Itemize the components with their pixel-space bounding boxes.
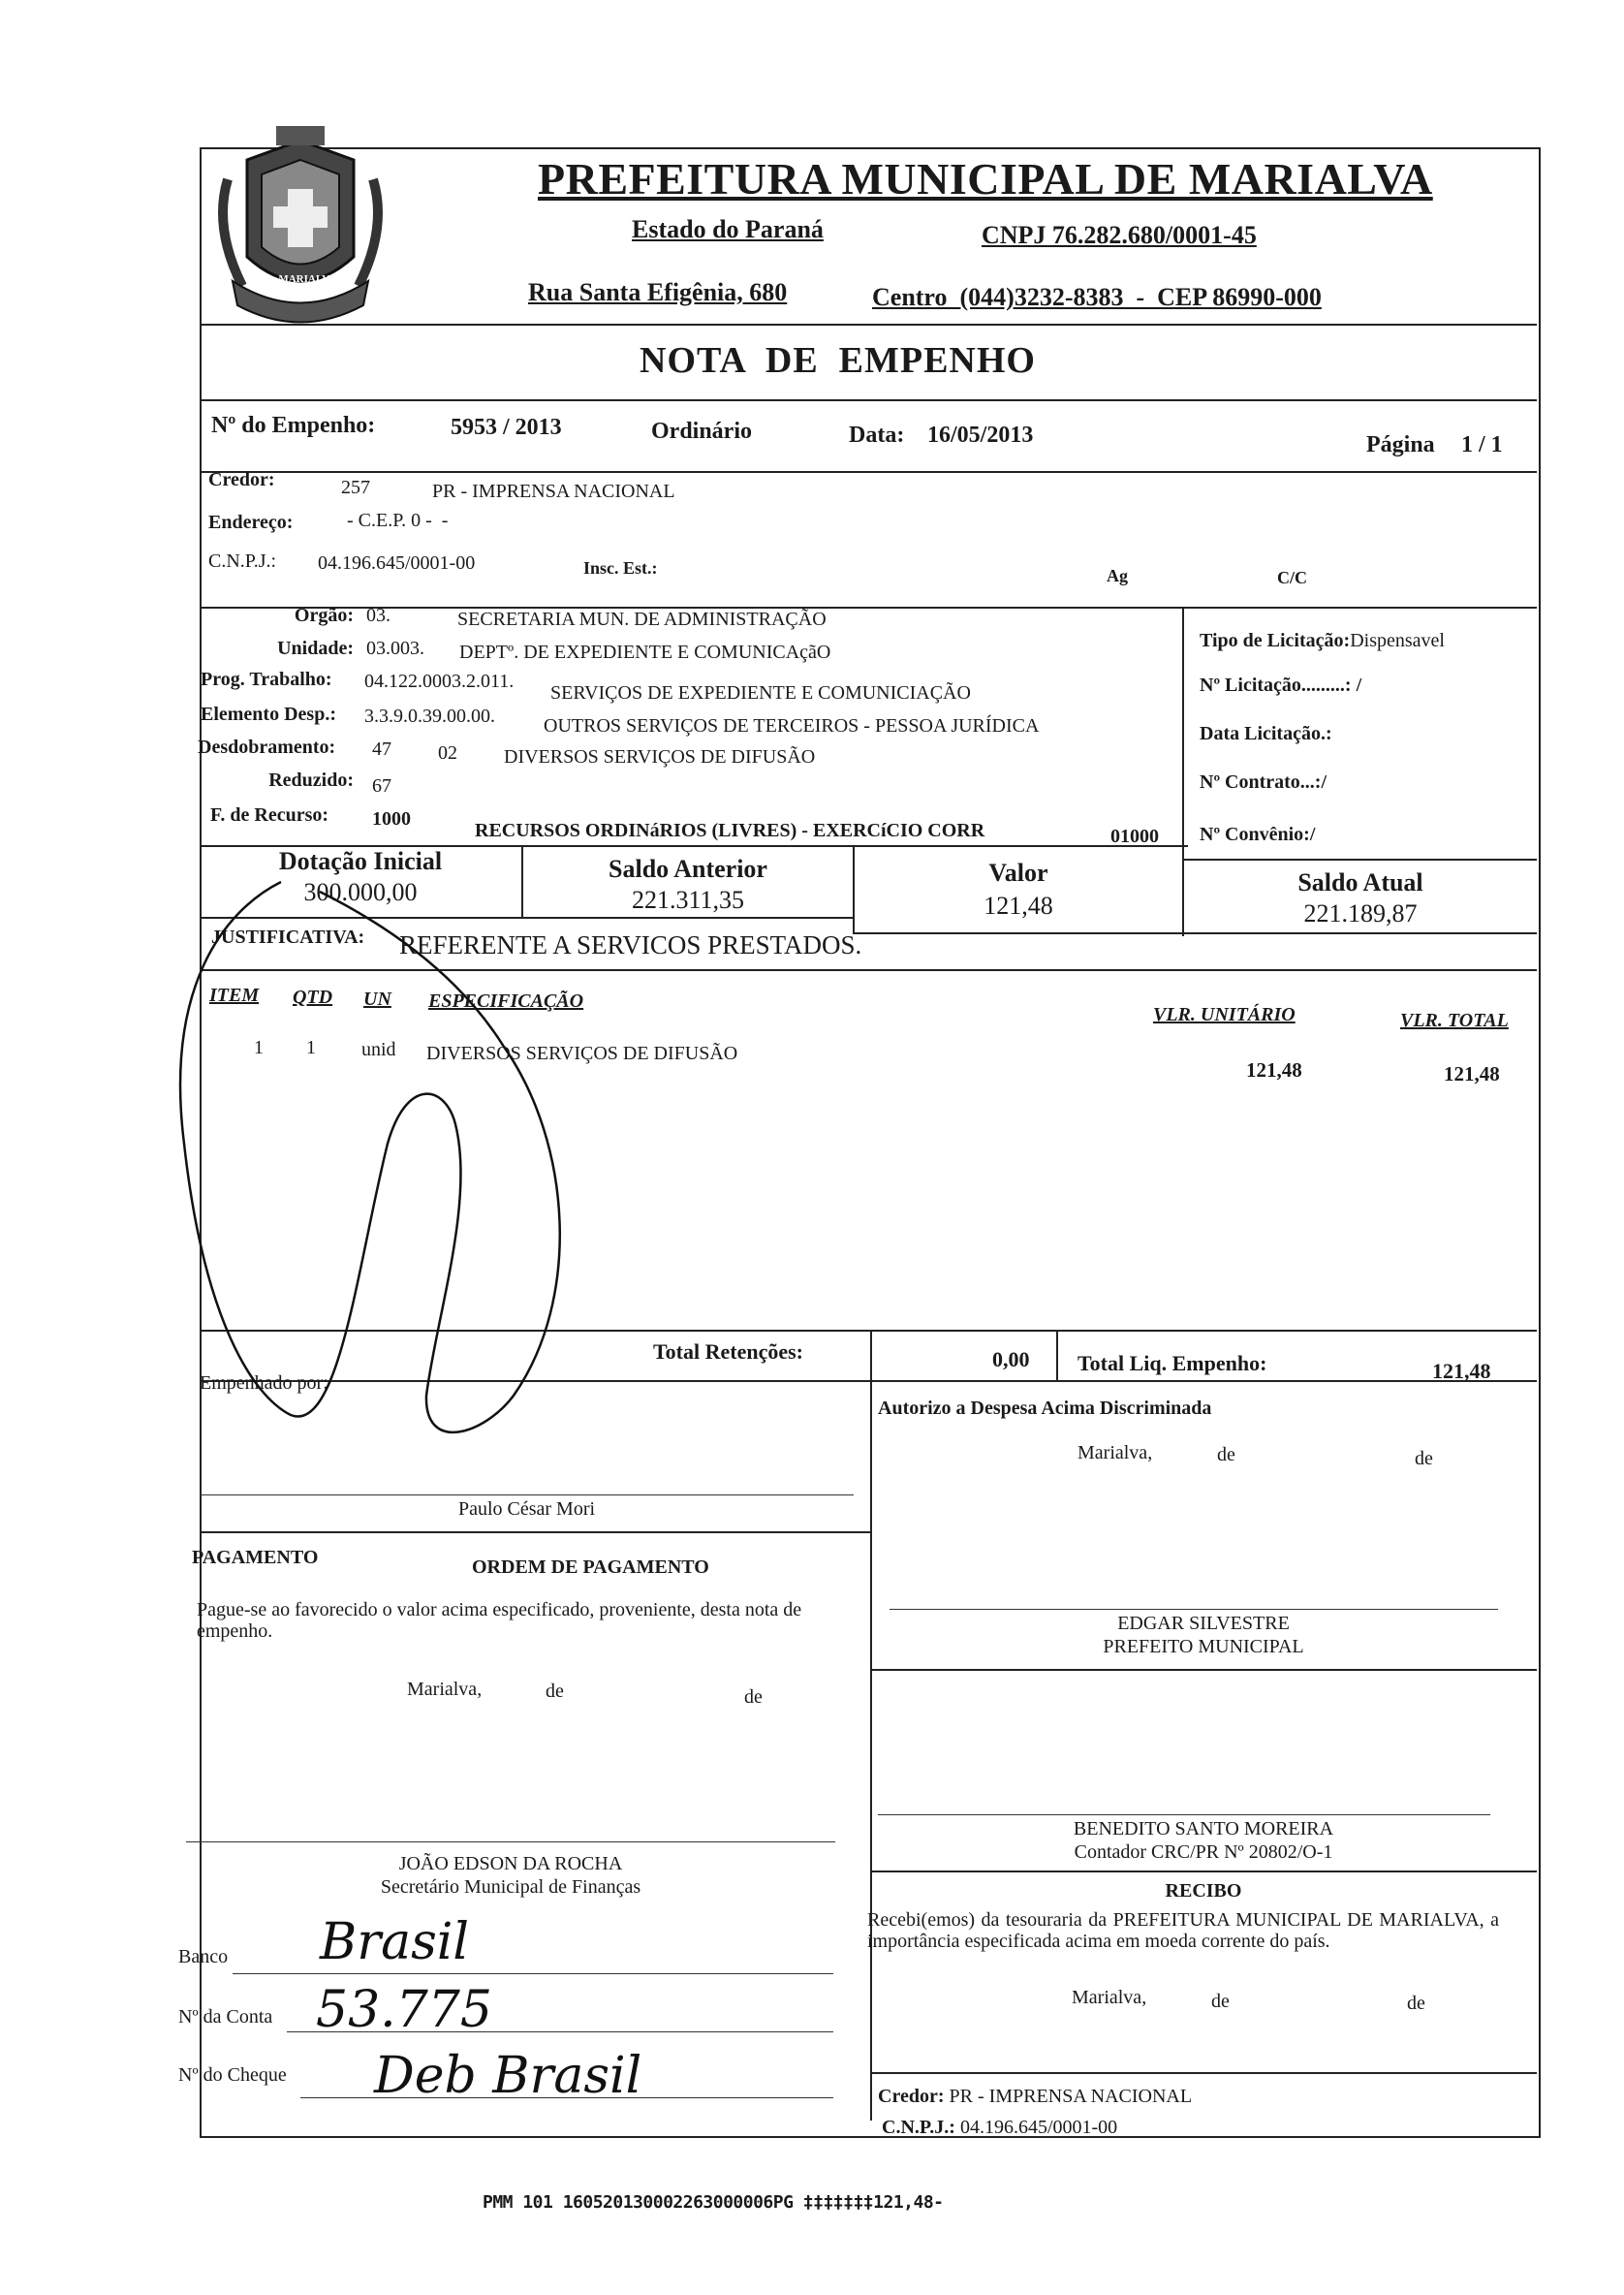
recibo-credor: Credor: PR - IMPRENSA NACIONAL <box>878 2086 1193 2107</box>
agencia-label: Ag <box>1107 566 1128 585</box>
desdobramento-sub: 02 <box>438 742 457 764</box>
numero-conta-label: Nº da Conta <box>178 2006 273 2028</box>
fonte-recurso-code: 1000 <box>372 808 411 830</box>
col-especificacao: ESPECIFICAÇÃO <box>428 990 584 1012</box>
pagamento-de-2: de <box>744 1686 763 1708</box>
numero-contrato: Nº Contrato...:/ <box>1200 771 1327 793</box>
credor-label: Credor: <box>208 469 275 490</box>
prog-trabalho-name: SERVIÇOS DE EXPEDIENTE E COMUNICIAÇÃO <box>550 682 971 704</box>
data-licitacao: Data Licitação.: <box>1200 723 1332 744</box>
recibo-place: Marialva, <box>1072 1987 1147 2008</box>
autorizo-de-1: de <box>1217 1444 1235 1465</box>
desdobramento-code: 47 <box>372 739 391 760</box>
item-row-vlr-total: 121,48 <box>1444 1062 1500 1085</box>
cheque-handwritten: Deb Brasil <box>374 2047 642 2105</box>
item-row-un: unid <box>361 1039 396 1060</box>
pagamento-place: Marialva, <box>407 1679 483 1700</box>
col-un: UN <box>363 989 391 1010</box>
numero-cheque-label: Nº do Cheque <box>178 2064 287 2086</box>
pagamento-de-1: de <box>546 1681 564 1702</box>
header-cnpj: CNPJ 76.282.680/0001-45 <box>982 221 1257 249</box>
marialva-crest-seal <box>208 121 392 339</box>
justificativa-label: JUSTIFICATIVA: <box>211 927 365 948</box>
col-item: ITEM <box>209 985 260 1006</box>
fonte-recurso-label: F. de Recurso: <box>210 804 329 826</box>
pagamento-label: PAGAMENTO <box>192 1547 319 1568</box>
saldo-atual-label: Saldo Atual <box>1297 868 1423 896</box>
item-row-qtd: 1 <box>306 1037 316 1058</box>
elemento-label: Elemento Desp.: <box>201 704 336 725</box>
empenhado-por-label: Empenhado por: <box>200 1372 328 1394</box>
autorizo-place: Marialva, <box>1077 1442 1153 1463</box>
desdobramento-label: Desdobramento: <box>198 737 336 758</box>
page-number: 1 / 1 <box>1461 432 1503 457</box>
recibo-de-1: de <box>1211 1991 1230 2012</box>
crest-banner-text: MARIALVA <box>278 273 336 285</box>
col-vlr-total: VLR. TOTAL <box>1400 1010 1509 1031</box>
col-qtd: QTD <box>293 987 333 1008</box>
prog-trabalho-code: 04.122.0003.2.011. <box>364 671 515 692</box>
state-name: Estado do Paraná <box>632 215 824 243</box>
desdobramento-name: DIVERSOS SERVIÇOS DE DIFUSÃO <box>504 746 816 768</box>
total-retencoes-label: Total Retenções: <box>653 1339 803 1364</box>
secretario-name: JOÃO EDSON DA ROCHA <box>398 1853 623 1874</box>
recibo-cnpj: C.N.P.J.: 04.196.645/0001-00 <box>882 2117 1118 2138</box>
unidade-code: 03.003. <box>366 638 424 659</box>
orgao-label: Orgão: <box>294 605 354 626</box>
prog-trabalho-label: Prog. Trabalho: <box>201 669 332 690</box>
total-liquido-label: Total Liq. Empenho: <box>1077 1351 1267 1375</box>
municipality-title: PREFEITURA MUNICIPAL DE MARIALVA <box>538 154 1433 204</box>
reduzido-value: 67 <box>372 775 391 797</box>
pagamento-text: Pague-se ao favorecido o valor acima especificado, proveniente, desta nota de empenho. <box>197 1599 802 1642</box>
total-liquido-value: 121,48 <box>1432 1359 1491 1383</box>
empenho-date: 16/05/2013 <box>927 423 1034 448</box>
saldo-anterior-label: Saldo Anterior <box>609 855 767 883</box>
conta-handwritten: 53.775 <box>316 1981 492 2039</box>
empenho-date-label: Data: <box>849 423 905 448</box>
fonte-recurso-name: RECURSOS ORDINáRIOS (LIVRES) - EXERCíCIO CORR <box>475 820 985 841</box>
insc-est-label: Insc. Est.: <box>583 558 658 578</box>
numero-licitacao: Nº Licitação.........: / <box>1200 675 1362 696</box>
reduzido-label: Reduzido: <box>268 770 354 791</box>
page-label: Página <box>1366 432 1435 457</box>
contador-role: Contador CRC/PR Nº 20802/O-1 <box>1074 1841 1333 1863</box>
endereco-value: - C.E.P. 0 - - <box>347 510 449 531</box>
saldo-atual-value: 221.189,87 <box>1303 899 1418 927</box>
total-retencoes-value: 0,00 <box>992 1347 1030 1371</box>
valor-label: Valor <box>988 859 1048 887</box>
empenhado-por-name: Paulo César Mori <box>457 1498 596 1520</box>
autorizo-de-2: de <box>1415 1448 1433 1469</box>
valor-value: 121,48 <box>984 892 1053 920</box>
autorizo-label: Autorizo a Despesa Acima Discriminada <box>878 1398 1212 1419</box>
endereco-label: Endereço: <box>208 512 294 533</box>
credor-code: 257 <box>341 477 370 498</box>
document-title: NOTA DE EMPENHO <box>640 340 1036 381</box>
cnpj-value: 04.196.645/0001-00 <box>318 552 476 574</box>
dotacao-inicial-label: Dotação Inicial <box>278 847 443 875</box>
cnpj-label: C.N.P.J.: <box>208 550 277 572</box>
header-contact: Centro (044)3232-8383 - CEP 86990-000 <box>872 283 1322 311</box>
justificativa-text: REFERENTE A SERVICOS PRESTADOS. <box>399 930 862 959</box>
fonte-recurso-number: 01000 <box>1110 826 1159 847</box>
unidade-label: Unidade: <box>277 638 354 659</box>
unidade-name: DEPTº. DE EXPEDIENTE E COMUNICAçãO <box>459 642 831 663</box>
credor-name: PR - IMPRENSA NACIONAL <box>432 481 675 502</box>
item-row-vlr-unitario: 121,48 <box>1246 1058 1302 1082</box>
tipo-licitacao: Tipo de Licitação:Dispensavel <box>1200 630 1445 651</box>
handwritten-signature <box>165 853 610 1473</box>
saldo-anterior-value: 221.311,35 <box>631 886 745 914</box>
header-address: Rua Santa Efigênia, 680 <box>528 278 788 306</box>
dotacao-inicial-value: 300.000,00 <box>303 878 418 906</box>
conta-corrente-label: C/C <box>1277 568 1307 587</box>
orgao-name: SECRETARIA MUN. DE ADMINISTRAÇÃO <box>457 609 827 630</box>
item-row-number: 1 <box>254 1037 264 1058</box>
footer-code: PMM 101 16052013000226300000​6PG ‡‡‡‡‡‡‡121,48- <box>483 2192 944 2213</box>
numero-convenio: Nº Convênio:/ <box>1200 824 1316 845</box>
empenho-type: Ordinário <box>651 419 753 444</box>
empenho-number-label: Nº do Empenho: <box>211 413 376 438</box>
empenho-number: 5953 / 2013 <box>451 415 562 440</box>
secretario-role: Secretário Municipal de Finanças <box>380 1876 641 1898</box>
prefeito-name: EDGAR SILVESTRE <box>1117 1613 1290 1634</box>
recibo-label: RECIBO <box>1165 1880 1242 1902</box>
recibo-text: Recebi(emos) da tesouraria da PREFEITURA MUNICIPAL DE MARIALVA, a importância especificada acima em moeda corrente do país. <box>867 1909 1499 1952</box>
ordem-pagamento-label: ORDEM DE PAGAMENTO <box>472 1556 709 1578</box>
orgao-code: 03. <box>366 605 390 626</box>
elemento-name: OUTROS SERVIÇOS DE TERCEIROS - PESSOA JURÍDICA <box>544 715 1040 737</box>
contador-name: BENEDITO SANTO MOREIRA <box>1073 1818 1334 1839</box>
banco-handwritten: Brasil <box>320 1913 470 1971</box>
prefeito-role: PREFEITO MUNICIPAL <box>1103 1636 1304 1657</box>
elemento-code: 3.3.9.0.39.00.00. <box>364 706 495 727</box>
col-vlr-unitario: VLR. UNITÁRIO <box>1153 1004 1296 1025</box>
item-row-especificacao: DIVERSOS SERVIÇOS DE DIFUSÃO <box>426 1043 738 1064</box>
recibo-de-2: de <box>1407 1993 1425 2014</box>
banco-label: Banco <box>178 1946 229 1967</box>
